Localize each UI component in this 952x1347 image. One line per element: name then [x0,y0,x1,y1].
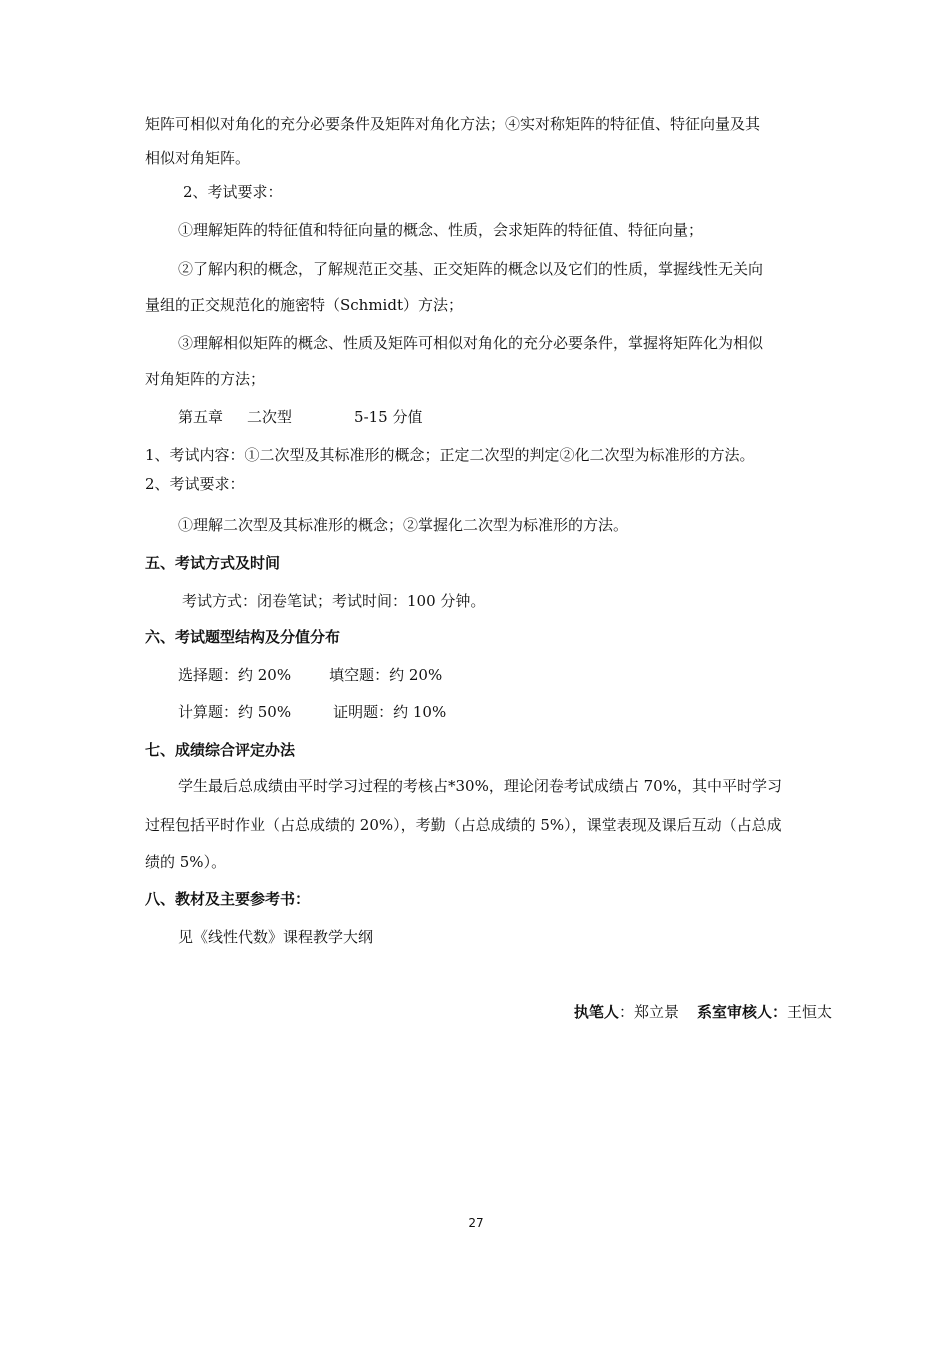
body-text-line: 矩阵可相似对角化的充分必要条件及矩阵对角化方法；④实对称矩阵的特征值、特征向量及其 [145,115,761,133]
writer-name: 郑立景 [633,1003,679,1021]
body-text-line: 1、考试内容：①二次型及其标准形的概念；正定二次型的判定②化二次型为标准形的方法。 [145,446,755,464]
body-text-line: ③理解相似矩阵的概念、性质及矩阵可相似对角化的充分必要条件，掌握将矩阵化为相似 [178,334,764,352]
body-text-line: 对角矩阵的方法； [145,370,266,388]
body-text-line: ①理解矩阵的特征值和特征向量的概念、性质，会求矩阵的特征值、特征向量； [178,221,704,239]
subheading: 2、考试要求： [183,183,283,201]
body-text-line: 考试方式：闭卷笔试；考试时间：100 分钟。 [182,592,486,610]
reviewer-name: 王恒太 [786,1003,832,1021]
chapter-number: 第五章 [178,408,224,426]
score-row [178,665,442,685]
score-calc: 计算题：约 50% [178,703,292,721]
body-text-line: 见《线性代数》课程教学大纲 [178,928,374,946]
score-choice: 选择题：约 20% [178,666,292,684]
section-heading: 六、考试题型结构及分值分布 [145,628,341,646]
page-number: 27 [468,1216,484,1230]
section-heading: 七、成绩综合评定办法 [145,741,296,759]
subheading: 2、考试要求： [145,475,245,493]
body-text-line: 量组的正交规范化的施密特（Schmidt）方法； [145,296,463,314]
body-text-line: ②了解内积的概念，了解规范正交基、正交矩阵的概念以及它们的性质，掌握线性无关向 [178,260,764,278]
score-fill: 填空题：约 20% [329,666,443,684]
writer-label: 执笔人 [573,1003,619,1021]
body-text-line: 学生最后总成绩由平时学习过程的考核占*30%，理论闭卷考试成绩占 70%，其中平时学习 [178,777,782,795]
writer-separator: ： [618,1003,634,1021]
body-text-line: ①理解二次型及其标准形的概念；②掌握化二次型为标准形的方法。 [178,516,629,534]
chapter-title: 二次型 [247,408,293,426]
body-text-line: 相似对角矩阵。 [145,149,251,167]
body-text-line: 绩的 5%）。 [145,853,227,871]
chapter-score: 5-15 分值 [354,408,423,426]
signature-line [574,1002,832,1022]
chapter-line [178,407,423,427]
reviewer-label: 系室审核人： [696,1003,787,1021]
score-row [178,702,446,722]
score-proof: 证明题：约 10% [333,703,447,721]
section-heading: 八、教材及主要参考书： [145,890,311,908]
section-heading: 五、考试方式及时间 [145,554,281,572]
body-text-line: 过程包括平时作业（占总成绩的 20%），考勤（占总成绩的 5%），课堂表现及课后互动（占总成 [145,816,782,834]
